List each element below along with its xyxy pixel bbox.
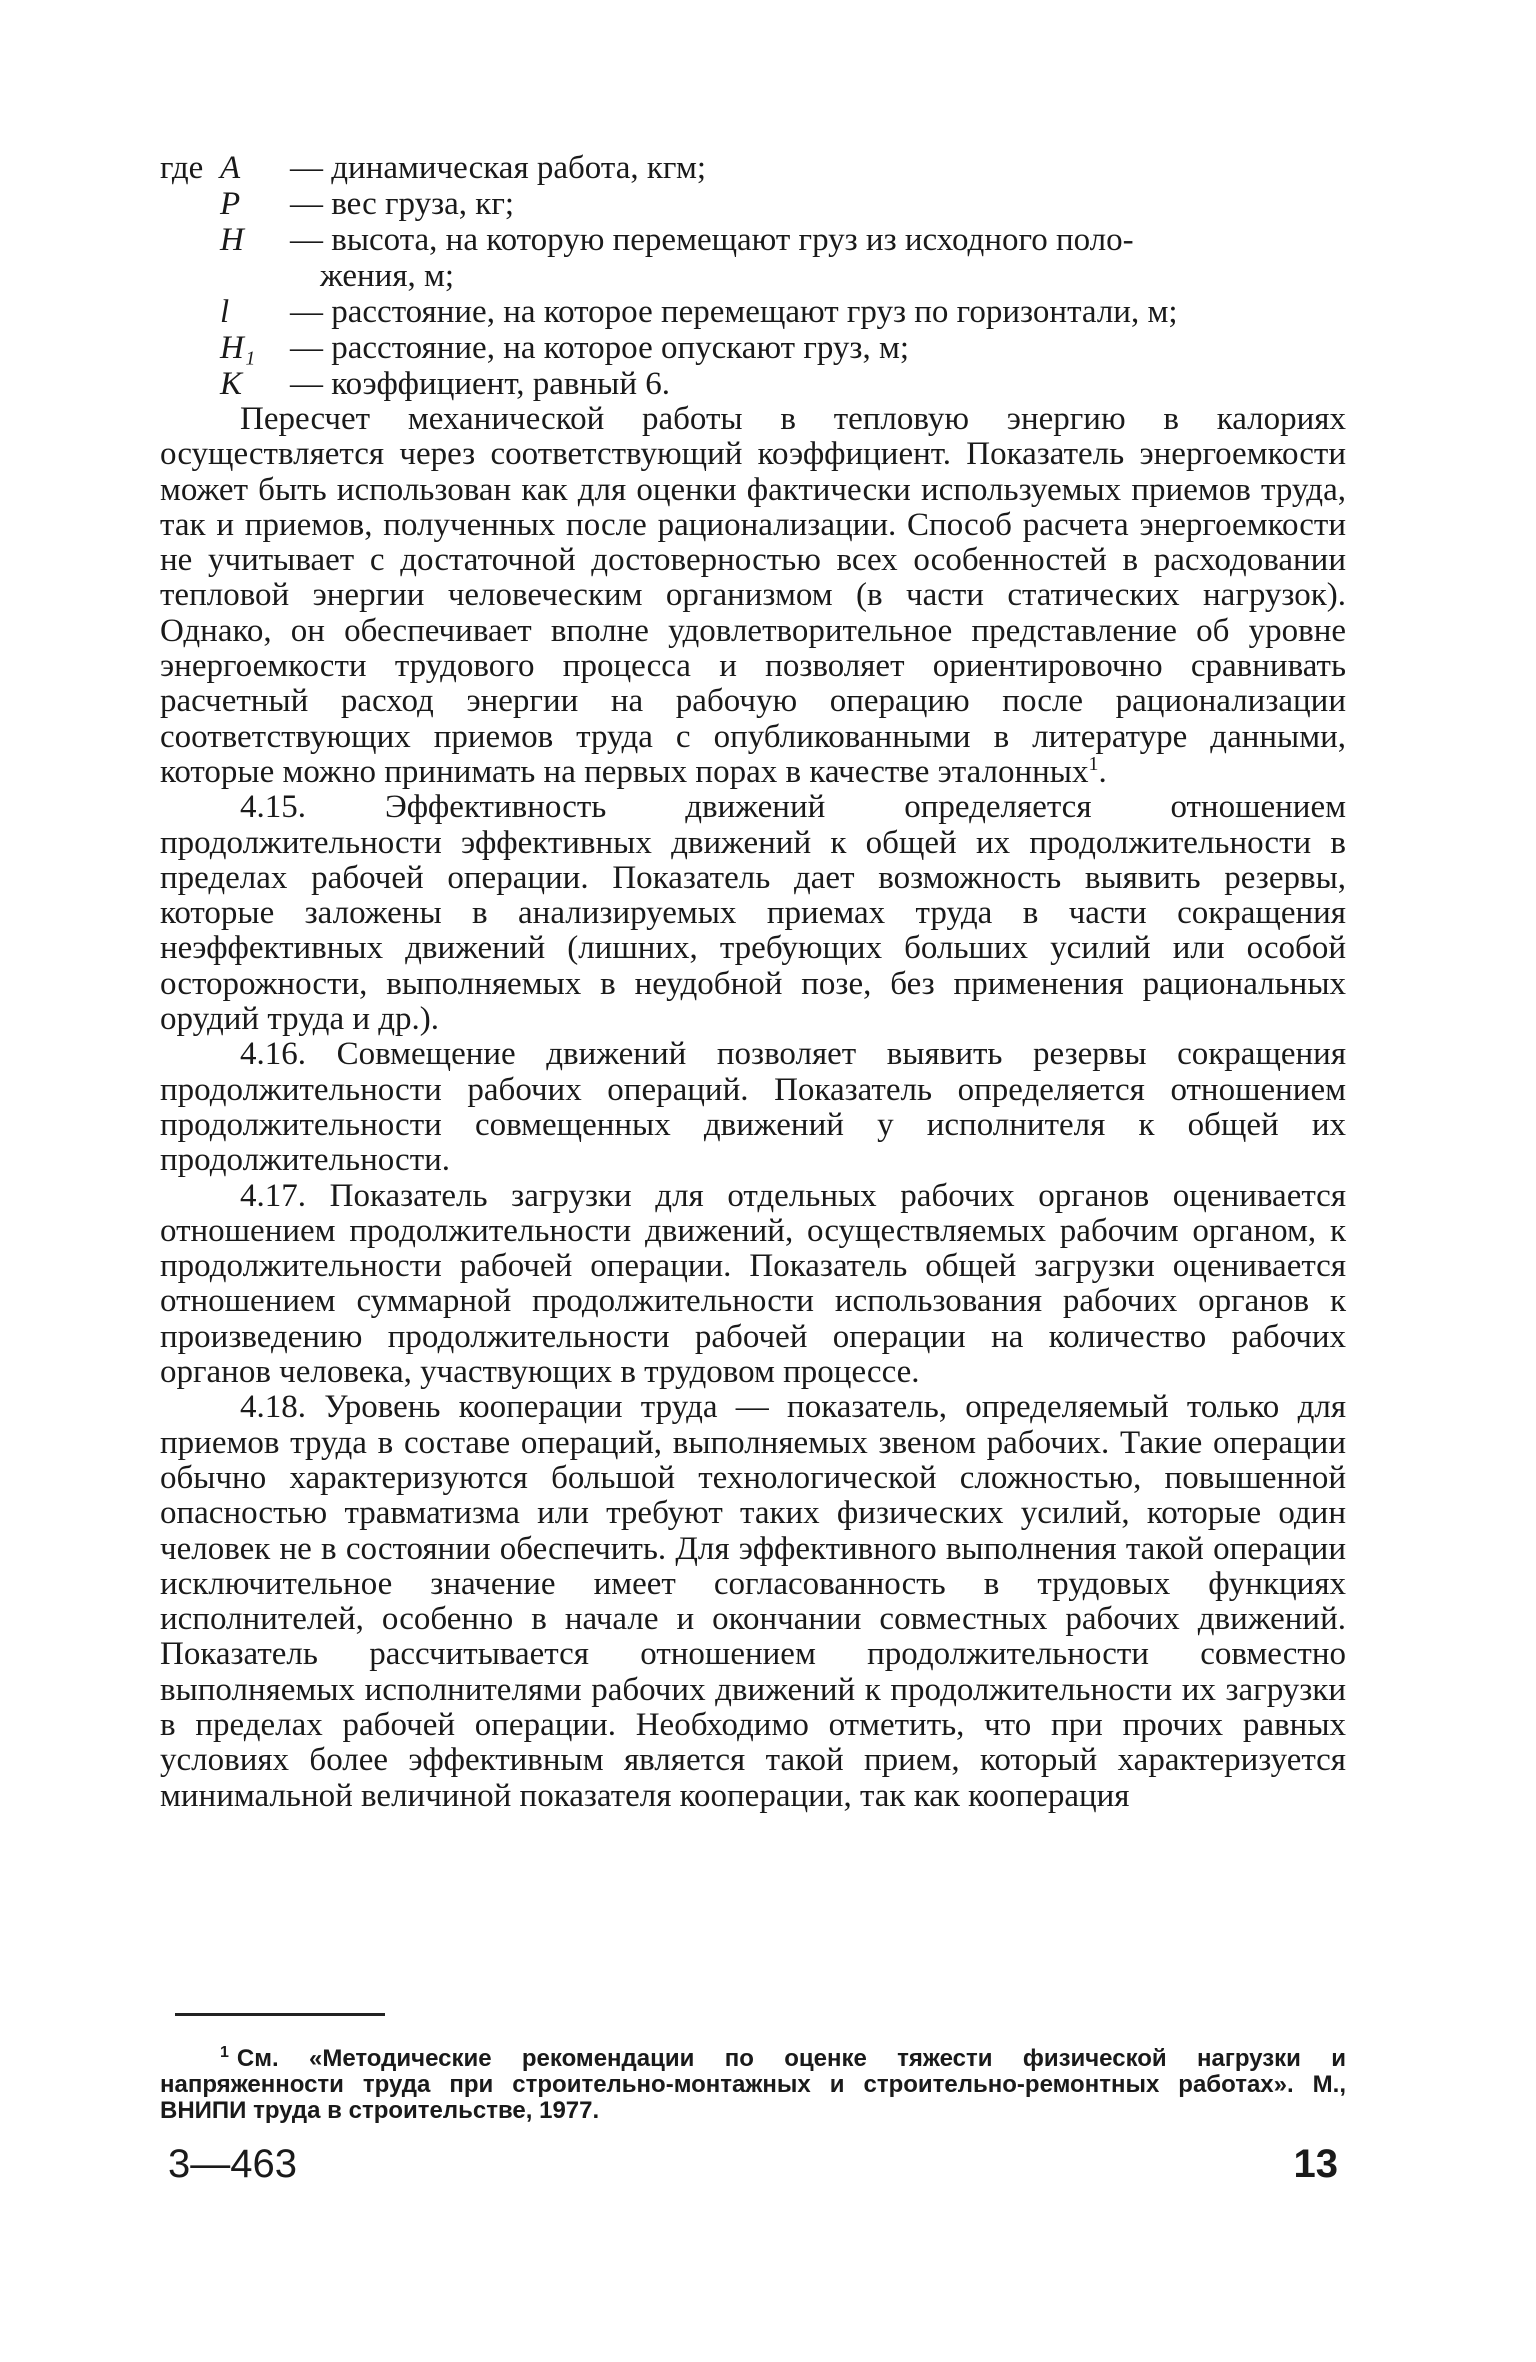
section-number: 4.18. <box>240 1389 306 1426</box>
definitions-lead: где <box>160 150 204 186</box>
definition-symbol: P <box>220 186 241 222</box>
definition-text: — вес груза, кг; <box>290 186 515 222</box>
section-text: Показатель загрузки для отдельных рабочих органов оценивается отношением продолжительности движений, осуществляемых рабочим органом, к продолжительности рабочей операции. Показатель общей загрузки оценивается отношением суммарной продолжительности использования рабочих органов к произведению продолжительности рабочей операции на количество рабочих органов человека, участвующих в трудовом процессе. <box>160 1177 1347 1391</box>
page-content <box>160 150 1346 1814</box>
definition-text: — коэффициент, равный 6. <box>290 366 670 402</box>
footnote-reference: 1 <box>1088 752 1099 775</box>
definition-symbol: K <box>220 366 243 402</box>
section-number: 4.15. <box>240 789 306 826</box>
section-text: Уровень кооперации труда — показатель, определяемый только для приемов труда в составе операций, выполняемых звеном рабочих. Такие операции обычно характеризуются большой технологической сложностью, повышенной опасностью травматизма или требуют таких физических усилий, которые один человек не в состоянии обеспечить. Для эффективного выполнения такой операции исключительное значение имеет согласованность в трудовых функциях исполнителей, особенно в начале и окончании совместных рабочих движений. Показатель рассчитывается отношением продолжительности совместно выполняемых исполнителями рабочих движений к продолжительности их загрузки в пределах рабочей операции. Необходимо отметить, что при прочих равных условиях более эффективным является такой прием, который характеризуется минимальной величиной показателя кооперации, так как кооперация <box>160 1389 1347 1814</box>
definition-text: — расстояние, на которое опускают груз, м; <box>290 330 910 366</box>
definition-symbol: H₁ <box>220 330 256 366</box>
sheet-signature: 3—463 <box>168 2142 297 2186</box>
section-text: Эффективность движений определяется отношением продолжительности эффективных движений к общей их продолжительности в пределах рабочей операции. Показатель дает возможность выявить резервы, которые заложены в анализируемых приемах труда в части сокращения неэффективных движений (лишних, требующих больших усилий или особой осторожности, выполняемых в неудобной позе, без применения рациональных орудий труда и др.). <box>160 789 1346 1038</box>
footnote-divider <box>175 2013 385 2016</box>
footnote-text: См. «Методические рекомендации по оценке тяжести физической нагрузки и напряженности труда при строительно-монтажных и строительно-ремонтных работах». М., ВНИПИ труда в строительстве, 1977. <box>160 2045 1346 2124</box>
section-number: 4.16. <box>240 1036 306 1073</box>
page-number: 13 <box>1293 2142 1338 2186</box>
paragraph-text: Пересчет механической работы в тепловую энергию в калориях осуществляется через соответствующий коэффициент. Показатель энергоемкости может быть использован как для оценки фактически используемых приемов труда, так и приемов, полученных после рационализации. Способ расчета энергоемкости не учитывает с достаточной достоверностью всех особенностей в расходовании тепловой энергии человеческим организмом (в части статических нагрузок). Однако, он обеспечивает вполне удовлетворительное представление об уровне энергоемкости трудового процесса и позволяет ориентировочно сравнивать расчетный расход энергии на рабочую операцию после рационализации соответствующих приемов труда с опубликованными в литературе данными, которые можно принимать на первых порах в качестве эталонных <box>160 401 1346 790</box>
body-text <box>160 402 1346 1814</box>
definition-symbol: l <box>220 294 230 330</box>
definition-item <box>160 186 1346 222</box>
definition-item <box>160 222 1346 294</box>
definition-text-continuation: жения, м; <box>320 258 455 294</box>
definition-item <box>160 366 1346 402</box>
definition-item <box>160 150 1346 186</box>
paragraph-energy <box>160 402 1346 790</box>
footnote-mark: 1 <box>220 2044 229 2061</box>
definition-text: — расстояние, на которое перемещают груз по горизонтали, м; <box>290 294 1178 330</box>
definition-text: — высота, на которую перемещают груз из исходного поло- <box>290 222 1134 258</box>
section-4-16 <box>160 1037 1346 1178</box>
definition-item <box>160 294 1346 330</box>
definition-text: — динамическая работа, кгм; <box>290 150 707 186</box>
definition-symbol: A <box>220 150 241 186</box>
definitions-list <box>160 150 1346 402</box>
section-4-15 <box>160 790 1346 1037</box>
definition-text-wrap <box>290 222 1346 294</box>
definition-symbol: H <box>220 222 244 258</box>
footnote <box>160 2040 1346 2124</box>
section-number: 4.17. <box>240 1177 306 1214</box>
definition-item <box>160 330 1346 366</box>
section-4-18 <box>160 1390 1346 1814</box>
section-text: Совмещение движений позволяет выявить резервы сокращения продолжительности рабочих операций. Показатель определяется отношением продолжительности совмещенных движений у исполнителя к общей их продолжительности. <box>160 1036 1347 1179</box>
section-4-17 <box>160 1179 1346 1391</box>
paragraph-end: . <box>1098 753 1107 790</box>
